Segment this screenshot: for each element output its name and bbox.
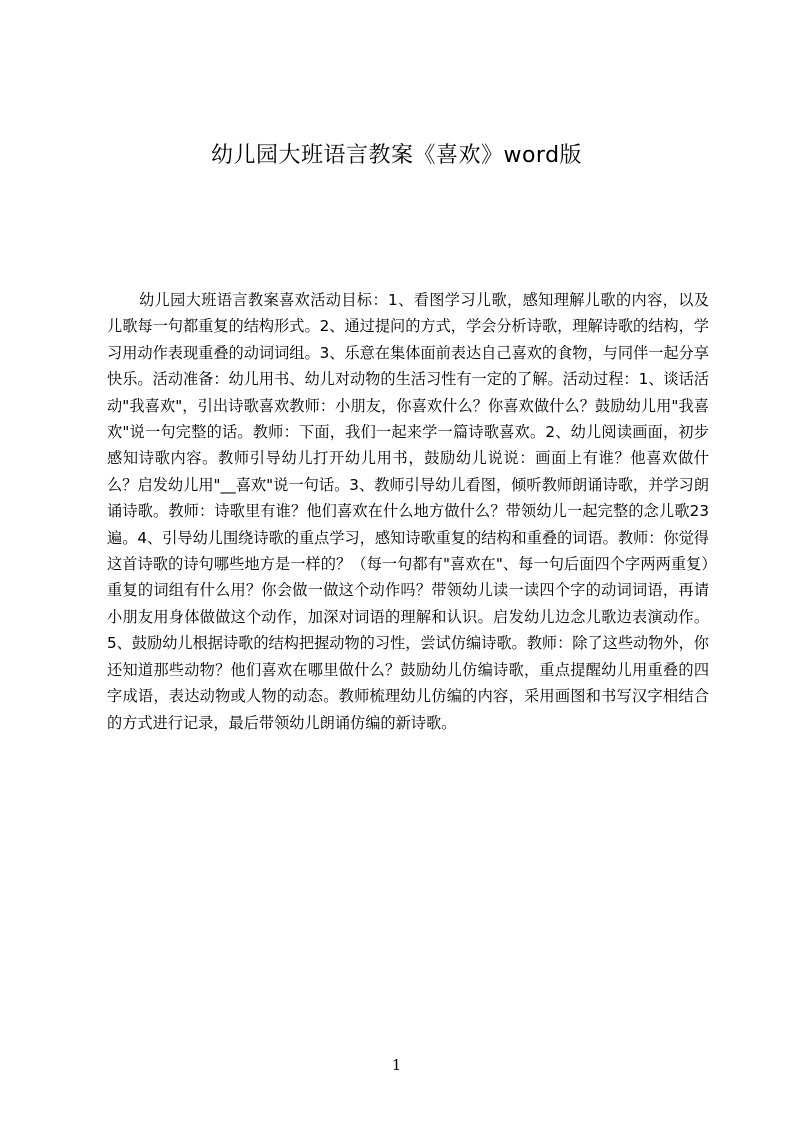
document-title: 幼儿园大班语言教案《喜欢》word版 xyxy=(210,143,583,168)
page-number: 1 xyxy=(391,1056,402,1074)
document-body-paragraph: 幼儿园大班语言教案喜欢活动目标：1、看图学习儿歌，感知理解儿歌的内容，以及儿歌每一句都重复的结构形式。2、通过提问的方式，学会分析诗歌，理解诗歌的结构，学习用动作表现重叠的动词词组。3、乐意在集体面前表达自己喜欢的食物，与同伴一起分享快乐。活动准备：幼儿用书、幼儿对动物的生活习性有一定的了解。活动过程：1、谈话活动"我喜欢"，引出诗歌喜欢教师：小朋友，你喜欢什么？你喜欢做什么？鼓励幼儿用"我喜欢"说一句完整的话。教师：下面，我们一起来学一篇诗歌喜欢。2、幼儿阅读画面，初步感知诗歌内容。教师引导幼儿打开幼儿用书，鼓励幼儿说说：画面上有谁？他喜欢做什么？启发幼儿用"__喜欢"说一句话。3、教师引导幼儿看图，倾听教师朗诵诗歌，并学习朗诵诗歌。教师：诗歌里有谁？他们喜欢在什么地方做什么？带领幼儿一起完整的念儿歌23遍。4、引导幼儿围绕诗歌的重点学习，感知诗歌重复的结构和重叠的词语。教师：你觉得这首诗歌的诗句哪些地方是一样的？（每一句都有"喜欢在"、每一句后面四个字两两重复）重复的词组有什么用？你会做一做这个动作吗？带领幼儿读一读四个字的动词词语，再请小朋友用身体做做这个动作，加深对词语的理解和认识。启发幼儿边念儿歌边表演动作。5、鼓励幼儿根据诗歌的结构把握动物的习性，尝试仿编诗歌。教师：除了这些动物外，你还知道那些动物？他们喜欢在哪里做什么？鼓励幼儿仿编诗歌，重点提醒幼儿用重叠的四字成语，表达动物或人物的动态。教师梳理幼儿仿编的内容，采用画图和书写汉字相结合的方式进行记录，最后带领幼儿朗诵仿编的新诗歌。 xyxy=(107,291,709,732)
